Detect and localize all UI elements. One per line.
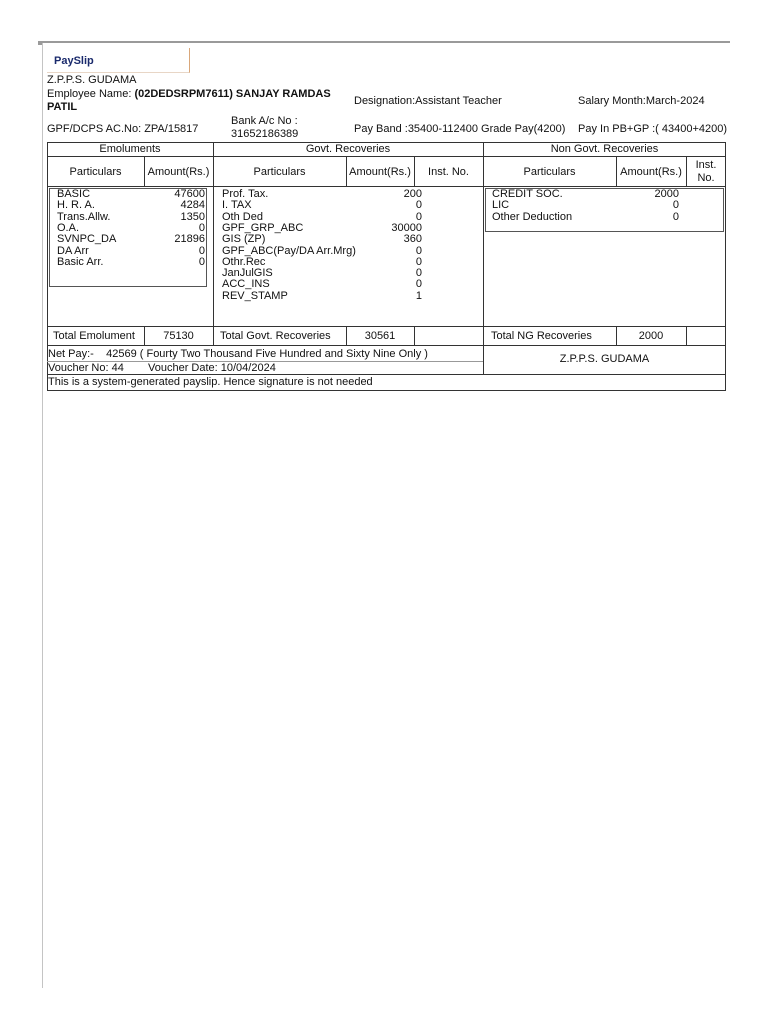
total-emolument-value: 75130	[163, 330, 194, 342]
ng-particulars-header: Particulars	[523, 166, 576, 178]
emol-amount-header: Amount(Rs.)	[147, 166, 210, 178]
page-top-border	[40, 41, 730, 43]
emolument-item-amount: 21896	[174, 233, 205, 246]
govt-recovery-item-name: Oth Ded	[222, 210, 263, 223]
total-govt-label: Total Govt. Recoveries	[220, 330, 331, 342]
emolument-item-name: Basic Arr.	[57, 255, 104, 268]
net-pay-divider	[47, 374, 726, 375]
employee-name-label: Employee Name:	[47, 88, 132, 100]
govt-recovery-item-name: GIS (ZP)	[222, 233, 266, 246]
govt-recovery-item-name: I. TAX	[222, 199, 252, 212]
salary-month: Salary Month:March-2024	[578, 95, 705, 107]
emol-particulars-header: Particulars	[69, 166, 122, 178]
emolument-item-name: DA Arr	[57, 244, 89, 257]
emolument-item-name: BASIC	[57, 188, 91, 200]
column-header-divider	[47, 186, 726, 187]
total-ng-value: 2000	[638, 330, 664, 342]
govt-recovery-item-amount: 0	[415, 278, 422, 291]
emolument-item-amount: 47600	[174, 188, 205, 200]
ng-amount-header: Amount(Rs.)	[620, 166, 682, 178]
office-footer: Z.P.P.S. GUDAMA	[559, 353, 650, 365]
govt-recovery-item-name: ACC_INS	[222, 278, 270, 291]
govt-recovery-item-name: REV_STAMP	[222, 289, 288, 302]
emolument-item-amount: 0	[198, 255, 205, 268]
net-pay-words: ( Fourty Two Thousand Five Hundred and Sixty Nine Only )	[139, 348, 428, 360]
pay-band: Pay Band :35400-112400 Grade Pay(4200)	[354, 123, 566, 135]
office-name: Z.P.P.S. GUDAMA	[47, 74, 137, 86]
nongovt-recovery-item-amount: 0	[672, 199, 679, 212]
gpf-account: GPF/DCPS AC.No: ZPA/15817	[47, 123, 199, 135]
govt-amount-header: Amount(Rs.)	[349, 166, 411, 178]
nongovt-recovery-item-amount: 0	[672, 210, 679, 223]
govt-inst-header: Inst. No.	[428, 166, 469, 178]
govt-recovery-item-amount: 0	[415, 210, 422, 223]
govt-recovery-item-amount: 0	[415, 255, 422, 268]
nongovt-recovery-item-name: LIC	[492, 199, 510, 212]
ng-inst-header-line1: Inst.	[695, 159, 717, 171]
employee-name-line2: PATIL	[47, 101, 78, 113]
govt-recovery-item-name: JanJulGIS	[222, 267, 273, 280]
voucher-no: Voucher No: 44	[48, 362, 124, 374]
net-pay-line	[48, 348, 428, 360]
net-pay-label: Net Pay:-	[48, 348, 94, 360]
total-ng-label: Total NG Recoveries	[491, 330, 592, 342]
govt-recovery-item-name: GPF_GRP_ABC	[222, 221, 304, 234]
payslip-tab-label: PaySlip	[54, 55, 94, 67]
employee-name-line1	[47, 88, 331, 100]
govt-recovery-item-amount: 30000	[391, 221, 422, 234]
emolument-item-amount: 4284	[180, 199, 205, 212]
govt-recovery-item-amount: 0	[415, 244, 422, 257]
voucher-date: Voucher Date: 10/04/2024	[148, 362, 276, 374]
govt-recovery-item-name: Prof. Tax.	[222, 188, 269, 200]
section-header-divider	[47, 156, 726, 157]
payslip-tab[interactable]	[47, 48, 190, 73]
page-left-border	[42, 43, 43, 988]
ng-total-divider-2	[686, 326, 687, 345]
nongovt-recoveries-header: Non Govt. Recoveries	[550, 143, 659, 155]
employee-name-value: (02DEDSRPM7611) SANJAY RAMDAS	[134, 88, 331, 100]
emolument-item-name: O.A.	[57, 221, 80, 234]
govt-recovery-item-amount: 0	[415, 199, 422, 212]
total-emolument-label: Total Emolument	[53, 330, 135, 342]
govt-recoveries-header: Govt. Recoveries	[305, 143, 391, 155]
totals-divider	[47, 345, 726, 346]
net-pay-value: 42569	[106, 348, 137, 360]
total-govt-value: 30561	[364, 330, 396, 342]
emolument-item-amount: 0	[198, 221, 205, 234]
ng-inst-header-line2: No.	[697, 172, 715, 184]
govt-total-divider-2	[414, 326, 415, 345]
system-note: This is a system-generated payslip. Hence signature is not needed	[48, 376, 373, 388]
bank-account-label: Bank A/c No :	[231, 115, 298, 127]
bank-account-number: 31652186389	[231, 128, 299, 140]
emoluments-header: Emoluments	[99, 143, 161, 155]
govt-recovery-item-amount: 200	[403, 188, 422, 200]
nongovt-recovery-item-name: CREDIT SOC.	[492, 188, 563, 200]
govt-recovery-item-amount: 1	[415, 289, 422, 302]
emolument-item-name: SVNPC_DA	[57, 233, 117, 246]
nongovt-recovery-item-amount: 2000	[654, 188, 679, 200]
nongovt-recovery-item-name: Other Deduction	[492, 210, 573, 223]
emolument-item-name: Trans.Allw.	[57, 210, 111, 223]
emolument-item-name: H. R. A.	[57, 199, 95, 212]
emolument-item-amount: 1350	[180, 210, 205, 223]
emolument-item-amount: 0	[198, 244, 205, 257]
govt-recovery-item-name: GPF_ABC(Pay/DA Arr.Mrg)	[222, 244, 356, 257]
govt-recovery-item-amount: 360	[403, 233, 422, 246]
govt-recovery-item-amount: 0	[415, 267, 422, 280]
body-divider	[47, 326, 726, 327]
designation: Designation:Assistant Teacher	[354, 95, 502, 107]
pay-in: Pay In PB+GP :( 43400+4200)	[578, 123, 728, 135]
govt-recovery-item-name: Othr.Rec	[222, 255, 266, 268]
govt-particulars-header: Particulars	[253, 166, 306, 178]
